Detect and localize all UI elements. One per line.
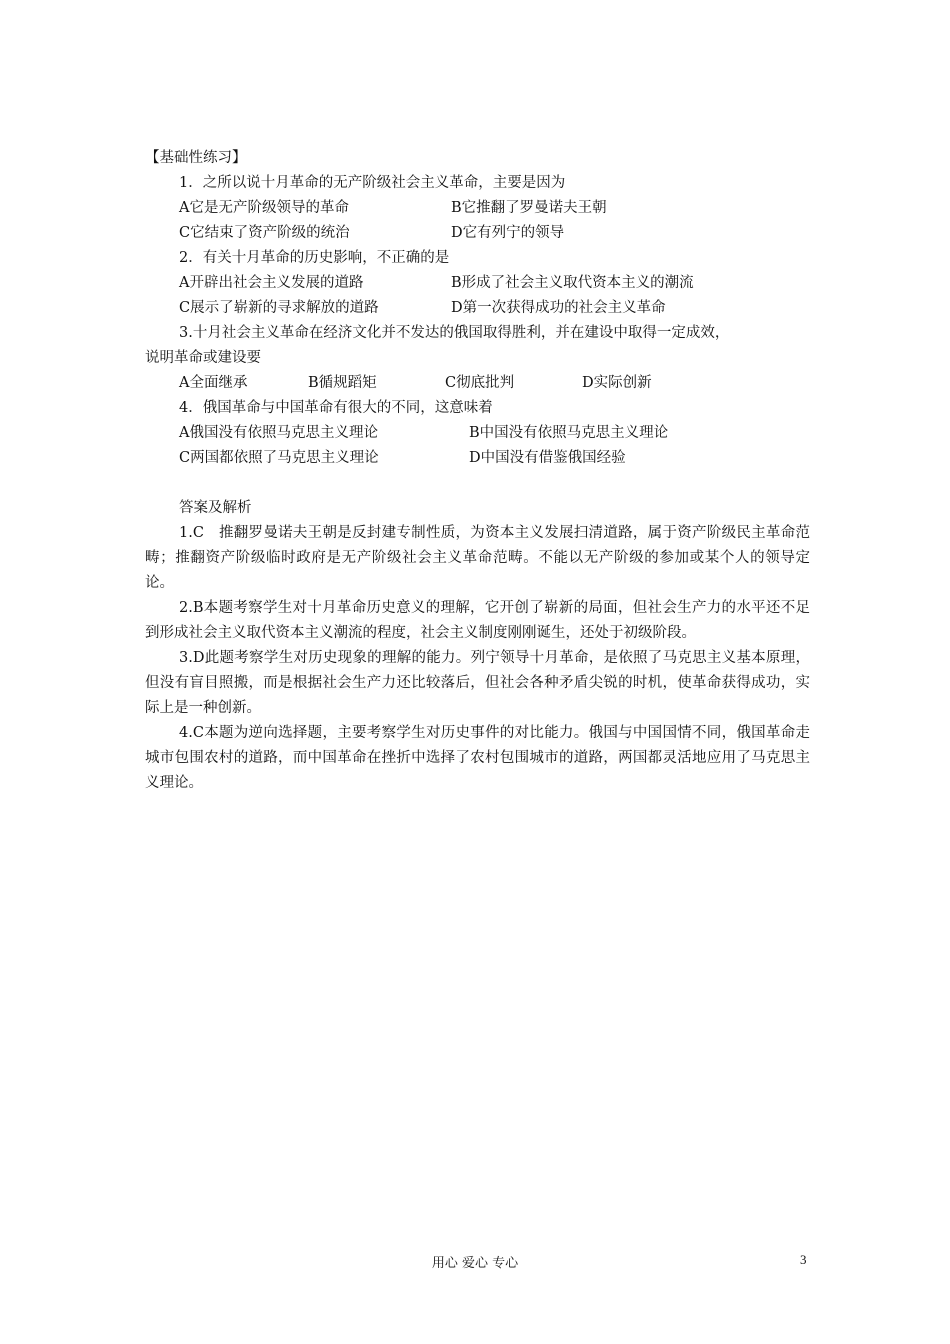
question-3-option-d: D实际创新	[582, 375, 652, 391]
question-1-stem: 1．之所以说十月革命的无产阶级社会主义革命，主要是因为	[179, 175, 566, 191]
question-1-option-b: B它推翻了罗曼诺夫王朝	[451, 200, 607, 216]
question-3-option-c: C彻底批判	[445, 375, 515, 391]
question-4-options-row-2	[145, 446, 810, 471]
document-body	[145, 146, 810, 796]
question-4-option-b: B中国没有依照马克思主义理论	[469, 425, 669, 441]
question-3-option-b: B循规蹈矩	[308, 375, 377, 391]
question-2-option-a: A开辟出社会主义发展的道路	[179, 275, 364, 291]
question-1-options-row-2	[145, 221, 810, 246]
answer-4: 4.C本题为逆向选择题，主要考察学生对历史事件的对比能力。俄国与中国国情不同，俄国革命走城市包围农村的道路，而中国革命在挫折中选择了农村包围城市的道路，两国都灵活地应用了马克思主义理论。	[145, 725, 810, 791]
question-1-option-c: C它结束了资产阶级的统治	[179, 225, 350, 241]
page-number: 3	[800, 1252, 807, 1267]
question-3-options-row	[145, 371, 810, 396]
question-4-option-a: A俄国没有依照马克思主义理论	[179, 425, 378, 441]
answer-3: 3.D此题考察学生对历史现象的理解的能力。列宁领导十月革命，是依照了马克思主义基本原理，但没有盲目照搬，而是根据社会生产力还比较落后，但社会各种矛盾尖锐的时机，使革命获得成功，实际上是一种创新。	[145, 650, 810, 716]
answers-heading: 答案及解析	[179, 500, 252, 516]
question-3-stem-line-2: 说明革命或建设要	[145, 350, 261, 366]
question-2-option-c: C展示了崭新的寻求解放的道路	[179, 300, 379, 316]
answer-1: 1.C 推翻罗曼诺夫王朝是反封建专制性质，为资本主义发展扫清道路，属于资产阶级民主革命范畴；推翻资产阶级临时政府是无产阶级社会主义革命范畴。不能以无产阶级的参加或某个人的领导定论。	[145, 525, 810, 591]
spacer	[145, 471, 810, 496]
question-4-option-c: C两国都依照了马克思主义理论	[179, 450, 379, 466]
question-4-stem: 4．俄国革命与中国革命有很大的不同，这意味着	[179, 400, 493, 416]
question-1-option-d: D它有列宁的领导	[451, 225, 565, 241]
question-2-option-b: B形成了社会主义取代资本主义的潮流	[451, 275, 694, 291]
section-heading: 【基础性练习】	[145, 150, 247, 166]
question-2-stem: 2．有关十月革命的历史影响，不正确的是	[179, 250, 450, 266]
question-1-options-row-1	[145, 196, 810, 221]
question-1-option-a: A它是无产阶级领导的革命	[179, 200, 349, 216]
answer-2: 2.B本题考察学生对十月革命历史意义的理解，它开创了崭新的局面，但社会生产力的水平还不足到形成社会主义取代资本主义潮流的程度，社会主义制度刚刚诞生，还处于初级阶段。	[145, 600, 810, 641]
question-3-option-a: A全面继承	[179, 375, 248, 391]
question-4-options-row-1	[145, 421, 810, 446]
footer-slogan: 用心 爱心 专心	[431, 1256, 519, 1271]
question-2-options-row-1	[145, 271, 810, 296]
question-4-option-d: D中国没有借鉴俄国经验	[469, 450, 626, 466]
question-2-options-row-2	[145, 296, 810, 321]
question-2-option-d: D第一次获得成功的社会主义革命	[451, 300, 666, 316]
question-3-stem-line-1: 3.十月社会主义革命在经济文化并不发达的俄国取得胜利，并在建设中取得一定成效，	[179, 325, 730, 341]
